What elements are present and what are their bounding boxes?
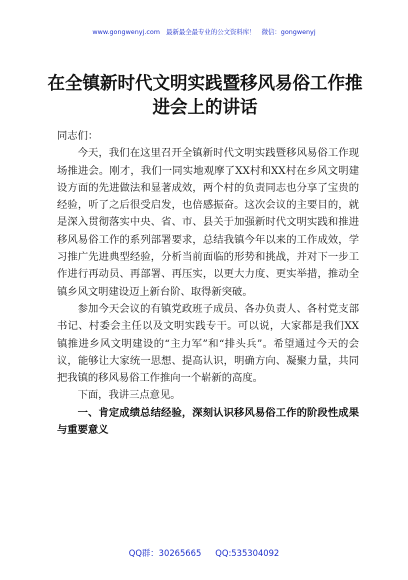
site-header [0,27,408,36]
section-heading-1: 一、肯定成绩总结经验，深刻认识移风易俗工作的阶段性成果与重要意义 [57,406,359,437]
wechat-id: 微信：gongwenyj [261,28,316,36]
site-footer [0,547,408,559]
paragraph-2: 参加今天会议的有镇党政班子成员、各办负责人、各村党支部书记、村委会主任以及文明实践专干。可以说，大家都是我们XX镇推进乡风文明建设的“主力军”和“排头兵”。希望通过今天的会议，能够让大家统一思想、提高认识，明确方向、凝聚力量，共同把我镇的移风易俗工作推向一个崭新的高度。 [57,302,359,385]
qq-number: QQ:535304092 [215,548,280,558]
salutation: 同志们： [57,130,99,142]
document-body [57,128,359,439]
site-slogan: 最新最全最专业的公文资料库！ [166,28,256,36]
document-title: 在全镇新时代文明实践暨移风易俗工作推进会上的讲话 [47,74,363,118]
paragraph-3: 下面，我讲三点意见。 [77,389,181,402]
qq-group: QQ群：30265665 [128,548,202,558]
paragraph-1: 今天，我们在这里召开全镇新时代文明实践暨移风易俗工作现场推进会。刚才，我们一同实地观摩了XX村和XX村在乡风文明建设方面的先进做法和显著成效，两个村的负责同志也分享了宝贵的经验，听了之后很受启发，也倍感振奋。这次会议的主要目的，就是深入贯彻落实中央、省、市、县关于加强新时代文明实践和推进移风易俗工作的系列部署要求，总结我镇今年以来的工作成效，学习推广先进典型经验，分析当前面临的形势和挑战，并对下一步工作进行再动员、再部署、再压实，以更大力度、更实举措，推动全镇乡风文明建设迈上新台阶、取得新突破。 [57,147,359,298]
site-url[interactable]: www.gongwenyj.com [92,28,161,36]
